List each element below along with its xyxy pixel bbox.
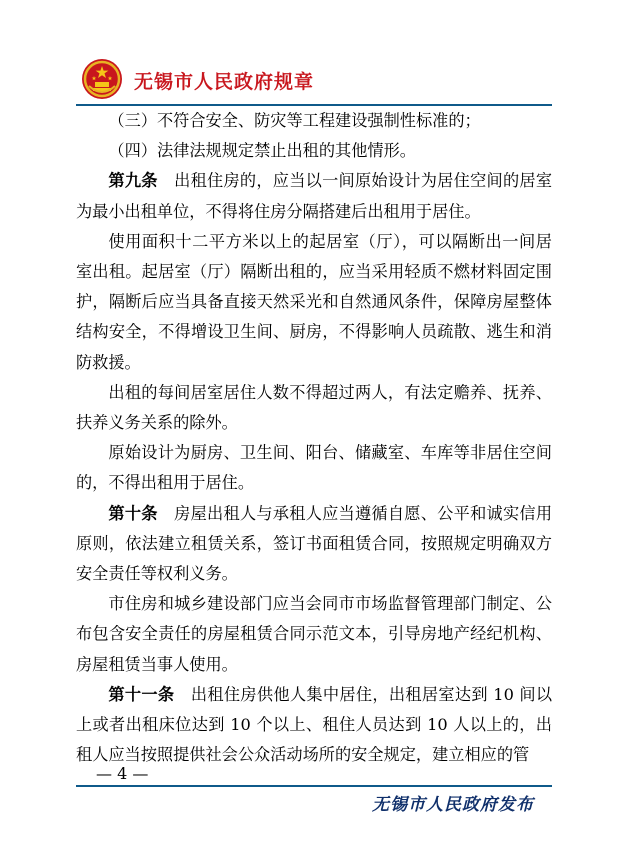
footer-divider [76, 785, 552, 787]
paragraph [76, 106, 552, 136]
paragraph-text: 出租的每间居室居住人数不得超过两人，有法定赡养、抚养、扶养义务关系的除外。 [76, 382, 552, 433]
paragraph [76, 227, 552, 378]
paragraph [76, 680, 552, 771]
paragraph [76, 136, 552, 166]
article-number: 第九条 [108, 171, 158, 191]
paragraph-text: 原始设计为厨房、卫生间、阳台、储藏室、车库等非居住空间的，不得出租用于居住。 [76, 443, 552, 493]
paragraph [76, 589, 552, 680]
paragraph [76, 438, 552, 498]
article-number: 第十条 [108, 503, 158, 523]
article-number: 第十一条 [108, 684, 175, 704]
page-header-title: 无锡市人民政府规章 [134, 71, 315, 93]
national-emblem-icon [81, 58, 123, 100]
paragraph-text: 市住房和城乡建设部门应当会同市市场监督管理部门制定、公布包含安全责任的房屋租赁合同示范文本，引导房地产经纪机构、房屋租赁当事人使用。 [76, 594, 552, 674]
page-number: — 4 — [96, 764, 149, 783]
paragraph-text: （三）不符合安全、防灾等工程建设强制性标准的； [108, 111, 481, 130]
page-header [0, 0, 626, 110]
paragraph-text: 房屋出租人与承租人应当遵循自愿、公平和诚实信用原则，依法建立租赁关系，签订书面租赁合同，按照规定明确双方安全责任等权利义务。 [76, 503, 553, 584]
paragraph [76, 499, 552, 590]
paragraph-text: （四）法律法规规定禁止出租的其他情形。 [108, 141, 416, 161]
paragraph [76, 378, 552, 438]
paragraph-text: 出租住房的，应当以一间原始设计为居住空间的居室为最小出租单位，不得将住房分隔搭建后出租用于居住。 [76, 171, 553, 221]
footer-publisher: 无锡市人民政府发布 [372, 795, 534, 815]
document-body [76, 106, 552, 770]
paragraph-text: 出租住房供他人集中居住，出租居室达到 10 间以上或者出租床位达到 10 个以上、租住人员达到 10 人以上的，出租人应当按照提供社会公众活动场所的安全规定，建立相应的管 [76, 684, 553, 765]
paragraph-text: 使用面积十二平方米以上的起居室（厅），可以隔断出一间居室出租。起居室（厅）隔断出租的，应当采用轻质不燃材料固定围护，隔断后应当具备直接天然采光和自然通风条件，保障房屋整体结构安全，不得增设卫生间、厨房，不得影响人员疏散、逃生和消防救援。 [76, 231, 552, 372]
paragraph [76, 166, 552, 226]
